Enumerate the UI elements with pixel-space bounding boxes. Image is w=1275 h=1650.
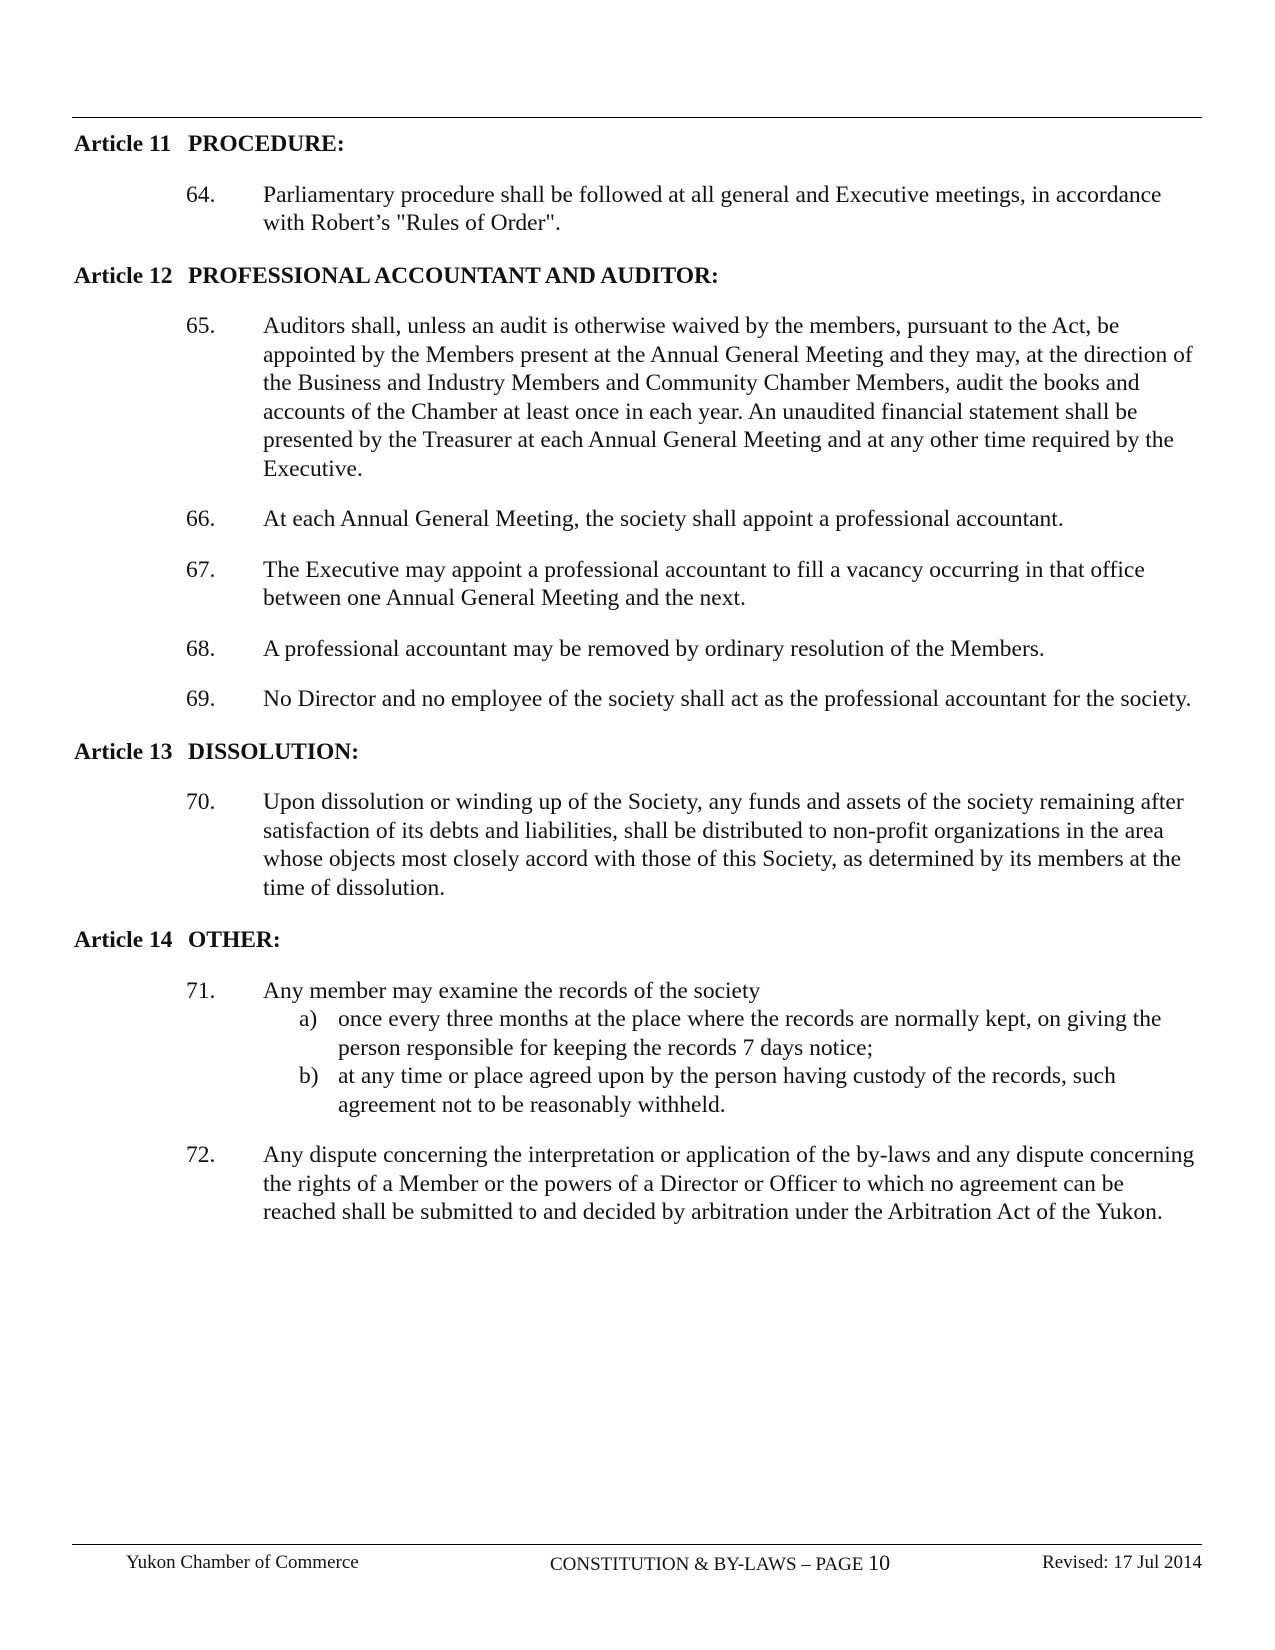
footer-organization: Yukon Chamber of Commerce (126, 1552, 359, 1573)
footer-document-title: CONSTITUTION & BY-LAWS – PAGE (550, 1554, 864, 1575)
clause (74, 635, 1202, 664)
document-body (74, 130, 1202, 1249)
footer-page-number: 10 (868, 1550, 891, 1575)
article-title: PROFESSIONAL ACCOUNTANT AND AUDITOR: (188, 262, 719, 289)
article-number: Article 11 (74, 131, 172, 157)
clause (74, 788, 1202, 902)
clause-number: 69. (186, 686, 216, 712)
clause-number: 72. (186, 1142, 216, 1168)
clause (74, 556, 1202, 613)
article-number: Article 14 (74, 927, 173, 953)
clause-number: 71. (186, 977, 216, 1004)
clause (74, 312, 1202, 483)
article-title: PROCEDURE: (188, 131, 345, 157)
article-number: Article 12 (74, 262, 173, 289)
clause-text: Any member may examine the records of the society (263, 977, 761, 1004)
sub-item (263, 1062, 1202, 1119)
clause (74, 1141, 1202, 1227)
clause-number: 68. (186, 635, 216, 662)
footer-revised-date: Revised: 17 Jul 2014 (1042, 1552, 1202, 1573)
clause-text: Parliamentary procedure shall be followed at all general and Executive meetings, in accordance with Robert’s "Rules of Order". (263, 181, 1162, 236)
clause-text: At each Annual General Meeting, the society shall appoint a professional accountant. (263, 506, 1064, 532)
sub-item-text: at any time or place agreed upon by the person having custody of the records, such agreement not to be reasonably withheld. (338, 1063, 1116, 1118)
article-heading (74, 926, 1202, 955)
clause-text: Auditors shall, unless an audit is otherwise waived by the members, pursuant to the Act, be appointed by the Members present at the Annual General Meeting and they may, at the direction of the Business and Industry Members and Community Chamber Members, audit the books and accounts of the Chamber at least once in each year. An unaudited financial statement shall be presented by the Treasurer at each Annual General Meeting and at any other time required by the Executive. (263, 313, 1193, 482)
clause-number: 65. (186, 313, 216, 339)
clause-text: The Executive may appoint a professional accountant to fill a vacancy occurring in that office between one Annual General Meeting and the next. (263, 556, 1145, 611)
article-title: OTHER: (188, 927, 281, 953)
clause (74, 977, 1202, 1120)
sub-item-text: once every three months at the place where the records are normally kept, on giving the person responsible for keeping the records 7 days notice; (338, 1006, 1162, 1061)
clause-text: Upon dissolution or winding up of the Society, any funds and assets of the society remaining after satisfaction of its debts and liabilities, shall be distributed to non-profit organizations in the area whose objects most closely accord with those of this Society, as determined by its members at the time of dissolution. (263, 789, 1184, 901)
sub-item-label: b) (299, 1063, 319, 1089)
clause (74, 505, 1202, 534)
clause-text: Any dispute concerning the interpretation or application of the by-laws and any dispute concerning the rights of a Member or the powers of a Director or Officer to which no agreement can be reached shall be submitted to and decided by arbitration under the Arbitration Act of the Yukon. (263, 1142, 1195, 1225)
header-rule (72, 117, 1202, 118)
clause-number: 66. (186, 506, 216, 532)
page-footer (72, 1551, 1202, 1575)
article-title: DISSOLUTION: (188, 738, 360, 765)
sub-item-label: a) (299, 1006, 318, 1032)
clause-text: No Director and no employee of the society shall act as the professional accountant for the society. (263, 686, 1192, 712)
article-heading (74, 130, 1202, 159)
clause-text: A professional accountant may be removed by ordinary resolution of the Members. (263, 635, 1045, 662)
footer-document-label (550, 1551, 890, 1577)
clause-number: 64. (186, 181, 216, 208)
clause (74, 685, 1202, 714)
clause (74, 181, 1202, 238)
sub-item (263, 1005, 1202, 1062)
article-heading (74, 262, 1202, 291)
article-heading (74, 738, 1202, 767)
article-number: Article 13 (74, 738, 173, 765)
footer-rule (72, 1544, 1202, 1545)
clause-number: 70. (186, 789, 216, 815)
clause-number: 67. (186, 556, 216, 583)
